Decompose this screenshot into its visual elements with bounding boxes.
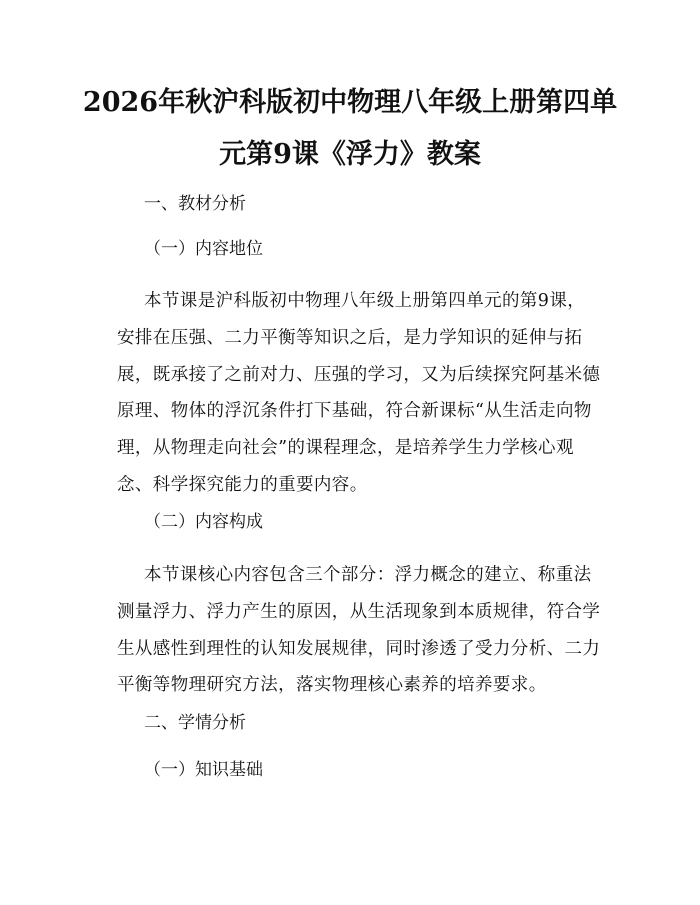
document-title-line-2: 元第9课《浮力》教案 xyxy=(219,139,481,170)
paragraph-line: 理，从物理走向社会”的课程理念，是培养学生力学核心观 xyxy=(117,438,574,459)
paragraph-line: 安排在压强、二力平衡等知识之后，是力学知识的延伸与拓 xyxy=(117,327,583,348)
subheading-content-composition: （二）内容构成 xyxy=(144,512,263,532)
section-heading-textbook-analysis: 一、教材分析 xyxy=(144,194,246,214)
paragraph-line: 念、科学探究能力的重要内容。 xyxy=(117,474,368,495)
paragraph-content-position xyxy=(117,283,607,504)
paragraph-line: 本节课是沪科版初中物理八年级上册第四单元的第9课， xyxy=(144,291,586,311)
paragraph-line: 原理、物体的浮沉条件打下基础，符合新课标“从生活走向物 xyxy=(117,401,592,422)
paragraph-line: 生从感性到理性的认知发展规律，同时渗透了受力分析、二力 xyxy=(117,638,601,659)
subheading-knowledge-base: （一）知识基础 xyxy=(144,760,263,780)
paragraph-line: 测量浮力、浮力产生的原因，从生活现象到本质规律，符合学 xyxy=(117,601,601,622)
paragraph-content-composition xyxy=(117,557,607,704)
paragraph-line: 展，既承接了之前对力、压强的学习，又为后续探究阿基米德 xyxy=(117,364,601,385)
subheading-content-position: （一）内容地位 xyxy=(144,239,263,259)
document-title-line-1: 2026年秋沪科版初中物理八年级上册第四单 xyxy=(82,87,618,118)
section-heading-learner-analysis: 二、学情分析 xyxy=(144,713,246,733)
paragraph-line: 本节课核心内容包含三个部分：浮力概念的建立、称重法 xyxy=(144,565,592,585)
paragraph-line: 平衡等物理研究方法，落实物理核心素养的培养要求。 xyxy=(117,675,547,696)
